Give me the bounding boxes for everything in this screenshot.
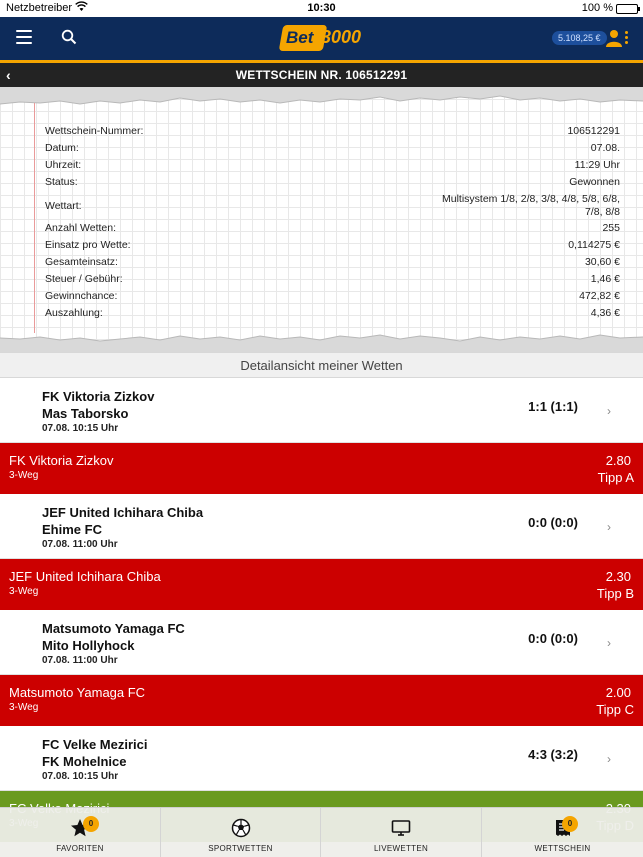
receipt-value: 255 xyxy=(602,222,620,234)
receipt-row-stake-per-bet xyxy=(45,239,620,256)
user-account-icon[interactable] xyxy=(606,29,622,47)
tip-market: 3-Weg xyxy=(9,470,39,481)
receipt-torn-edge-top xyxy=(0,87,643,111)
tip-pick: FK Viktoria Zizkov xyxy=(9,453,114,468)
home-team: Matsumoto Yamaga FC xyxy=(42,621,185,636)
favorites-count-badge: 0 xyxy=(83,816,99,832)
match-score: 0:0 (0:0) xyxy=(528,631,578,646)
more-options-icon[interactable] xyxy=(625,31,629,45)
receipt-value: 07.08. xyxy=(590,142,620,154)
home-team: FK Viktoria Zizkov xyxy=(42,389,155,404)
betslip-count-badge: 0 xyxy=(562,816,578,832)
receipt-margin-line xyxy=(34,103,35,333)
battery-icon xyxy=(616,4,638,14)
receipt-row-payout xyxy=(45,307,620,324)
tab-label: SPORTWETTEN xyxy=(208,844,273,853)
receipt-label: Gewinnchance: xyxy=(45,290,118,302)
bet3000-logo[interactable] xyxy=(281,23,363,51)
tip-odds: 2.30 xyxy=(605,569,631,584)
match-score: 4:3 (3:2) xyxy=(528,747,578,762)
receipt-row-bet-type xyxy=(45,193,620,222)
receipt-value: 106512291 xyxy=(567,125,620,137)
receipt-value: 11:29 Uhr xyxy=(574,159,620,171)
receipt-torn-edge-bottom xyxy=(0,328,643,352)
tip-odds: 2.00 xyxy=(605,685,631,700)
receipt-label: Datum: xyxy=(45,142,79,154)
tab-label: LIVEWETTEN xyxy=(373,844,429,853)
match-row[interactable] xyxy=(0,726,643,791)
logo-text-3000: 3000 xyxy=(321,27,362,47)
receipt-row-status xyxy=(45,176,620,193)
title-bar xyxy=(0,63,643,87)
receipt-details xyxy=(45,125,620,324)
receipt-value: 30,60 € xyxy=(584,256,620,268)
tip-label: Tipp A xyxy=(597,470,634,485)
match-datetime: 07.08. 10:15 Uhr xyxy=(42,423,119,434)
bets-detail-header: Detailansicht meiner Wetten xyxy=(0,352,643,378)
receipt-value: Gewonnen xyxy=(569,176,620,188)
chevron-right-icon: › xyxy=(607,404,611,418)
receipt-label: Anzahl Wetten: xyxy=(45,222,117,234)
away-team: Ehime FC xyxy=(42,522,102,537)
chevron-right-icon: › xyxy=(607,520,611,534)
tv-monitor-icon xyxy=(391,818,411,838)
receipt-row-win-chance xyxy=(45,290,620,307)
chevron-right-icon: › xyxy=(607,752,611,766)
tab-livewetten[interactable] xyxy=(321,808,482,857)
receipt-value: Multisystem 1/8, 2/8, 3/8, 4/8, 5/8, 6/8, xyxy=(441,193,620,205)
match-datetime: 07.08. 10:15 Uhr xyxy=(42,771,119,782)
receipt-value: 472,82 € xyxy=(579,290,620,302)
receipt-label: Status: xyxy=(45,176,78,188)
receipt-label: Steuer / Gebühr: xyxy=(45,273,123,285)
home-team: FC Velke Mezirici xyxy=(42,737,148,752)
home-team: JEF United Ichihara Chiba xyxy=(42,505,204,520)
tab-favoriten[interactable] xyxy=(0,808,161,857)
tab-label: FAVORITEN xyxy=(56,844,104,853)
bottom-tab-bar xyxy=(0,807,643,857)
page-title: WETTSCHEIN NR. 106512291 xyxy=(235,68,408,82)
receipt-value: 4,36 € xyxy=(590,307,620,319)
hamburger-menu-icon[interactable] xyxy=(16,30,32,44)
back-chevron-icon[interactable]: ‹ xyxy=(6,67,11,83)
away-team: Mito Hollyhock xyxy=(42,638,135,653)
receipt-label: Gesamteinsatz: xyxy=(45,256,118,268)
logo-text-bet: Bet xyxy=(286,28,314,47)
receipt-label: Uhrzeit: xyxy=(45,159,82,171)
account-balance[interactable]: 5.108,25 € xyxy=(552,31,607,45)
tip-pick: JEF United Ichihara Chiba xyxy=(9,569,161,584)
tip-label: Tipp B xyxy=(596,586,634,601)
carrier-name: Netzbetreiber xyxy=(6,2,73,14)
tip-label: Tipp C xyxy=(596,702,634,717)
soccer-ball-icon xyxy=(231,818,251,838)
match-row[interactable] xyxy=(0,610,643,675)
tip-row xyxy=(0,443,643,494)
app-header xyxy=(0,17,643,60)
receipt-value: 1,46 € xyxy=(590,273,620,285)
receipt-row-number xyxy=(45,125,620,142)
receipt-row-tax xyxy=(45,273,620,290)
tip-market: 3-Weg xyxy=(9,702,39,713)
bet-list xyxy=(0,378,643,842)
tip-row xyxy=(0,675,643,726)
battery-percent: 100 % xyxy=(581,2,613,14)
match-row[interactable] xyxy=(0,378,643,443)
tip-pick: Matsumoto Yamaga FC xyxy=(9,685,146,700)
tab-wettschein[interactable] xyxy=(482,808,643,857)
match-row[interactable] xyxy=(0,494,643,559)
receipt-row-time xyxy=(45,159,620,176)
away-team: Mas Taborsko xyxy=(42,406,129,421)
betslip-receipt xyxy=(0,87,643,352)
match-datetime: 07.08. 11:00 Uhr xyxy=(42,539,118,550)
tip-row xyxy=(0,559,643,610)
receipt-label: Wettart: xyxy=(45,200,82,212)
tab-label: WETTSCHEIN xyxy=(534,844,591,853)
status-bar xyxy=(0,0,643,17)
match-datetime: 07.08. 11:00 Uhr xyxy=(42,655,118,666)
receipt-value: 7/8, 8/8 xyxy=(584,206,620,218)
tab-sportwetten[interactable] xyxy=(161,808,321,857)
chevron-right-icon: › xyxy=(607,636,611,650)
receipt-row-bet-count xyxy=(45,222,620,239)
clock: 10:30 xyxy=(307,2,336,14)
match-score: 0:0 (0:0) xyxy=(528,515,578,530)
tip-market: 3-Weg xyxy=(9,586,39,597)
receipt-row-date xyxy=(45,142,620,159)
receipt-label: Einsatz pro Wette: xyxy=(45,239,131,251)
away-team: FK Mohelnice xyxy=(42,754,127,769)
tip-odds: 2.80 xyxy=(605,453,631,468)
receipt-label: Auszahlung: xyxy=(45,307,103,319)
match-score: 1:1 (1:1) xyxy=(528,399,578,414)
receipt-row-total-stake xyxy=(45,256,620,273)
receipt-label: Wettschein-Nummer: xyxy=(45,125,144,137)
receipt-value: 0,114275 € xyxy=(568,239,620,251)
search-icon[interactable] xyxy=(61,29,77,45)
